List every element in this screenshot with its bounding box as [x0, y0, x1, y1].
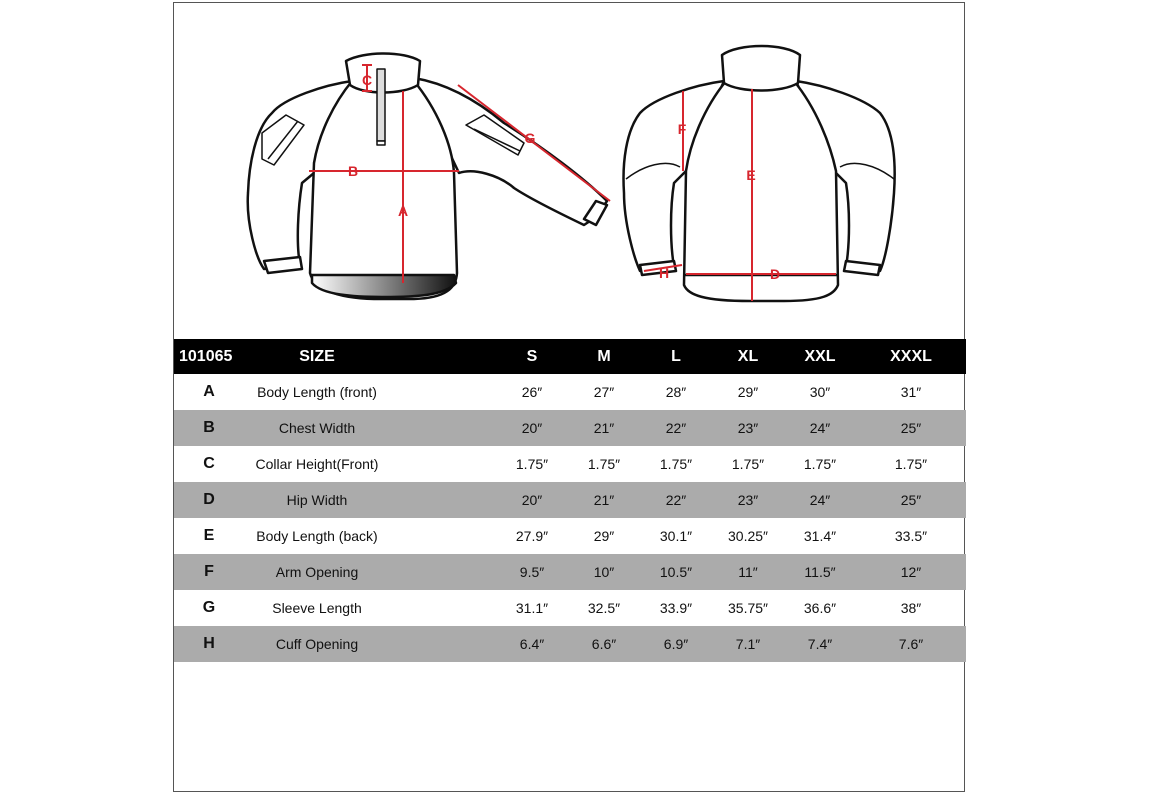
- measure-value: 1.75″: [515, 456, 549, 472]
- measure-name: Body Length (front): [257, 384, 377, 400]
- measure-letter: D: [174, 482, 244, 518]
- measure-value: 30.25″: [728, 528, 768, 544]
- front-jacket: [248, 54, 607, 300]
- label-c: C: [361, 72, 373, 88]
- back-jacket: [624, 46, 895, 301]
- measure-value: 1.75″: [803, 456, 837, 472]
- size-col-xl: XL: [712, 339, 784, 374]
- measure-letter: E: [203, 527, 215, 544]
- measure-value: 25″: [856, 482, 966, 518]
- measure-value: 35.75″: [728, 600, 768, 616]
- measure-value: 30.1″: [659, 528, 693, 544]
- table-row: [174, 446, 966, 482]
- measure-value: 6.4″: [496, 626, 568, 662]
- measure-value: 1.75″: [587, 456, 621, 472]
- measure-value: 26″: [521, 384, 543, 400]
- measure-value: 22″: [640, 410, 712, 446]
- measure-letter: F: [174, 554, 244, 590]
- measure-value: 31.1″: [515, 600, 549, 616]
- measure-value: 31″: [900, 384, 922, 400]
- measure-value: 24″: [784, 482, 856, 518]
- measure-value: 30″: [809, 384, 831, 400]
- label-f: F: [677, 121, 687, 137]
- spacer-cell: [390, 482, 496, 518]
- table-row: [174, 626, 966, 662]
- measure-value: 27.9″: [515, 528, 549, 544]
- spacer-cell: [390, 410, 496, 446]
- measure-name: Sleeve Length: [272, 600, 362, 616]
- measure-value: 22″: [640, 482, 712, 518]
- measure-name: Collar Height(Front): [255, 456, 379, 472]
- size-col-m: M: [568, 339, 640, 374]
- measure-value: 21″: [568, 482, 640, 518]
- measure-value: 38″: [900, 600, 922, 616]
- label-d: D: [769, 266, 781, 282]
- table-row: [174, 410, 966, 446]
- measure-value: 20″: [496, 482, 568, 518]
- measure-value: 7.1″: [712, 626, 784, 662]
- size-col-xxl: XXL: [784, 339, 856, 374]
- measure-name: Chest Width: [244, 410, 390, 446]
- size-col-s: S: [496, 339, 568, 374]
- measure-value: 32.5″: [587, 600, 621, 616]
- measure-value: 24″: [784, 410, 856, 446]
- table-header-row: [174, 339, 966, 374]
- measure-value: 27″: [593, 384, 615, 400]
- measure-value: 28″: [665, 384, 687, 400]
- measure-letter: G: [202, 599, 216, 616]
- jacket-illustration: [174, 3, 966, 339]
- measure-value: 6.9″: [640, 626, 712, 662]
- size-header: SIZE: [244, 339, 390, 374]
- measure-value: 1.75″: [894, 456, 928, 472]
- measure-letter: A: [203, 383, 215, 400]
- measure-name: Body Length (back): [256, 528, 378, 544]
- spacer-cell: [390, 446, 496, 482]
- measure-value: 11″: [712, 554, 784, 590]
- table-row: [174, 482, 966, 518]
- size-chart-sheet: [173, 2, 965, 792]
- measure-value: 33.9″: [659, 600, 693, 616]
- measure-value: 12″: [856, 554, 966, 590]
- label-e: E: [746, 167, 756, 183]
- measure-letter: H: [174, 626, 244, 662]
- label-g: G: [524, 130, 536, 146]
- measure-value: 21″: [568, 410, 640, 446]
- measure-value: 7.4″: [784, 626, 856, 662]
- size-col-xxxl: XXXL: [856, 339, 966, 374]
- measure-value: 31.4″: [803, 528, 837, 544]
- product-code: 101065: [174, 339, 244, 374]
- measure-value: 1.75″: [731, 456, 765, 472]
- spacer-cell: [390, 374, 496, 410]
- measure-value: 7.6″: [856, 626, 966, 662]
- jacket-diagram: [174, 3, 966, 339]
- measure-value: 20″: [496, 410, 568, 446]
- measure-value: 1.75″: [659, 456, 693, 472]
- measure-value: 29″: [737, 384, 759, 400]
- size-table: [174, 339, 966, 662]
- measure-value: 29″: [593, 528, 615, 544]
- spacer-cell: [390, 626, 496, 662]
- measure-value: 25″: [856, 410, 966, 446]
- size-col-l: L: [640, 339, 712, 374]
- measure-value: 23″: [712, 482, 784, 518]
- measure-letter: C: [203, 455, 215, 472]
- measure-value: 9.5″: [496, 554, 568, 590]
- measure-value: 36.6″: [803, 600, 837, 616]
- measure-name: Arm Opening: [244, 554, 390, 590]
- table-row: [174, 590, 966, 626]
- measure-value: 10″: [568, 554, 640, 590]
- measure-value: 33.5″: [894, 528, 928, 544]
- measure-value: 10.5″: [640, 554, 712, 590]
- measure-letter: B: [174, 410, 244, 446]
- spacer-header: [390, 339, 496, 374]
- table-row: [174, 518, 966, 554]
- measure-value: 23″: [712, 410, 784, 446]
- table-body: [174, 374, 966, 662]
- measure-name: Cuff Opening: [244, 626, 390, 662]
- table-row: [174, 554, 966, 590]
- measure-value: 6.6″: [568, 626, 640, 662]
- spacer-cell: [390, 518, 496, 554]
- spacer-cell: [390, 590, 496, 626]
- measure-value: 11.5″: [784, 554, 856, 590]
- spacer-cell: [390, 554, 496, 590]
- table-row: [174, 374, 966, 410]
- label-a: A: [397, 203, 409, 219]
- label-b: B: [347, 163, 359, 179]
- label-h: H: [658, 265, 670, 281]
- measure-name: Hip Width: [244, 482, 390, 518]
